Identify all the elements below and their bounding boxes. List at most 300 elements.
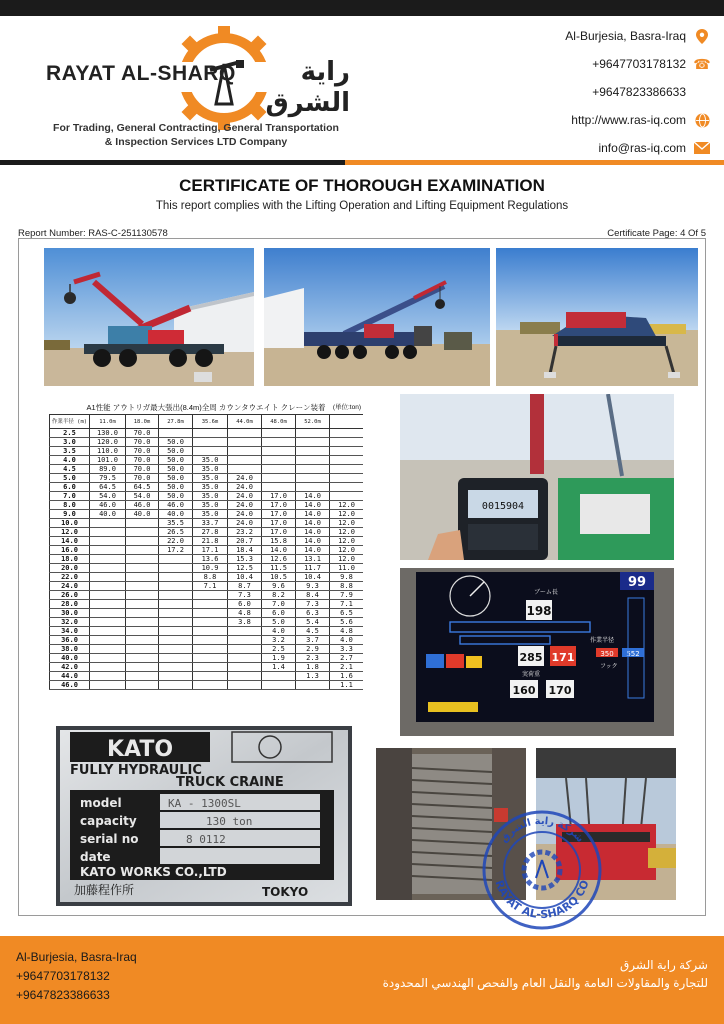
table-row <box>50 627 364 636</box>
load-chart-unit: (単位:ton) <box>332 404 361 411</box>
capacity-cell: 35.0 <box>193 456 228 465</box>
capacity-cell: 9.8 <box>330 573 364 582</box>
capacity-cell: 4.0 <box>330 636 364 645</box>
brand-name-ar: راية الشرق <box>265 56 350 117</box>
table-row <box>50 582 364 591</box>
capacity-cell <box>159 618 193 627</box>
table-row <box>50 465 364 474</box>
capacity-cell: 5.0 <box>262 618 296 627</box>
capacity-cell: 50.0 <box>159 474 193 483</box>
display-load-a: 285 <box>519 651 543 664</box>
capacity-cell: 24.0 <box>228 519 262 528</box>
capacity-cell <box>228 438 262 447</box>
capacity-cell: 24.0 <box>228 501 262 510</box>
capacity-cell <box>90 582 126 591</box>
nameplate-serial-label: serial no <box>80 832 139 846</box>
capacity-cell: 40.0 <box>126 510 159 519</box>
company-stamp <box>480 808 604 932</box>
nameplate-city: TOKYO <box>262 885 309 899</box>
capacity-cell: 35.0 <box>193 465 228 474</box>
capacity-cell <box>262 681 296 690</box>
capacity-cell <box>193 663 228 672</box>
capacity-cell: 1.9 <box>262 654 296 663</box>
capacity-cell: 6.0 <box>262 609 296 618</box>
footer-phone-1[interactable]: +9647703178132 <box>16 969 110 983</box>
capacity-cell: 2.1 <box>330 663 364 672</box>
certificate-subtitle: This report complies with the Lifting Operation and Lifting Equipment Regulations <box>155 200 569 212</box>
capacity-cell: 12.0 <box>330 528 364 537</box>
capacity-cell <box>296 474 330 483</box>
capacity-cell <box>228 627 262 636</box>
capacity-cell <box>90 681 126 690</box>
capacity-cell: 5.4 <box>296 618 330 627</box>
capacity-cell <box>90 663 126 672</box>
capacity-cell <box>126 654 159 663</box>
table-row <box>50 429 364 438</box>
phone-icon: ☎ <box>693 55 711 72</box>
capacity-cell <box>159 681 193 690</box>
load-chart-header: 作業半径 (m) <box>50 415 90 429</box>
capacity-cell: 40.0 <box>159 510 193 519</box>
radius-cell: 7.0 <box>50 492 90 501</box>
radius-cell: 12.0 <box>50 528 90 537</box>
capacity-cell: 6.0 <box>228 600 262 609</box>
capacity-cell: 17.0 <box>262 510 296 519</box>
radius-cell: 9.0 <box>50 510 90 519</box>
load-chart-header: 48.0m <box>262 415 296 429</box>
capacity-cell: 26.5 <box>159 528 193 537</box>
capacity-cell: 50.0 <box>159 456 193 465</box>
header-divider-dark <box>0 160 345 165</box>
table-row <box>50 645 364 654</box>
capacity-cell: 18.4 <box>228 546 262 555</box>
capacity-cell: 17.0 <box>262 519 296 528</box>
capacity-cell: 4.0 <box>262 627 296 636</box>
load-chart-header: 35.6m <box>193 415 228 429</box>
table-row <box>50 663 364 672</box>
contact-website[interactable]: http://www.ras-iq.com <box>410 106 710 134</box>
capacity-cell <box>90 591 126 600</box>
capacity-cell: 3.8 <box>228 618 262 627</box>
capacity-cell: 2.5 <box>262 645 296 654</box>
radius-cell: 3.5 <box>50 447 90 456</box>
capacity-cell <box>90 609 126 618</box>
photo-crane-outrigger <box>496 248 698 386</box>
radius-cell: 36.0 <box>50 636 90 645</box>
capacity-cell: 17.2 <box>159 546 193 555</box>
capacity-cell <box>159 573 193 582</box>
capacity-cell: 70.0 <box>126 447 159 456</box>
capacity-cell <box>159 429 193 438</box>
radius-cell: 44.0 <box>50 672 90 681</box>
capacity-cell <box>90 600 126 609</box>
capacity-cell: 12.0 <box>330 546 364 555</box>
capacity-cell <box>193 609 228 618</box>
radius-cell: 32.0 <box>50 618 90 627</box>
load-chart-caption: A1性能 アウトリガ最大張出(8.4m)全周 カウンタウエイト クレーン装着 <box>86 403 326 412</box>
nameplate-maker: KATO <box>106 737 174 762</box>
capacity-cell: 17.1 <box>193 546 228 555</box>
capacity-cell: 27.8 <box>193 528 228 537</box>
contact-phone-1[interactable]: +9647703178132 ☎ <box>592 55 711 72</box>
nameplate-model-label: model <box>80 796 122 810</box>
capacity-cell <box>228 456 262 465</box>
capacity-cell <box>330 483 364 492</box>
capacity-cell <box>90 627 126 636</box>
table-row <box>50 555 364 564</box>
radius-cell: 26.0 <box>50 591 90 600</box>
capacity-cell <box>262 672 296 681</box>
capacity-cell <box>126 591 159 600</box>
capacity-cell: 1.1 <box>330 681 364 690</box>
capacity-cell <box>193 627 228 636</box>
load-chart-header: 52.0m <box>296 415 330 429</box>
capacity-cell: 10.4 <box>228 573 262 582</box>
capacity-cell <box>126 681 159 690</box>
nameplate-capacity-value: 130 ton <box>206 815 253 828</box>
table-row <box>50 492 364 501</box>
capacity-cell: 4.8 <box>228 609 262 618</box>
display-radius-b: 170 <box>548 684 572 697</box>
capacity-cell <box>159 627 193 636</box>
capacity-cell: 10.9 <box>193 564 228 573</box>
table-row <box>50 654 364 663</box>
capacity-cell: 54.0 <box>126 492 159 501</box>
capacity-cell <box>228 447 262 456</box>
radius-cell: 14.0 <box>50 537 90 546</box>
capacity-cell: 7.3 <box>296 600 330 609</box>
capacity-cell: 70.0 <box>126 465 159 474</box>
radius-cell: 4.5 <box>50 465 90 474</box>
capacity-cell: 7.1 <box>193 582 228 591</box>
capacity-cell: 70.0 <box>126 474 159 483</box>
capacity-cell: 14.0 <box>262 546 296 555</box>
capacity-cell: 64.5 <box>90 483 126 492</box>
display-percent: 99 <box>627 575 647 590</box>
capacity-cell: 23.2 <box>228 528 262 537</box>
photo-nameplate <box>56 726 352 906</box>
capacity-cell: 3.7 <box>296 636 330 645</box>
load-meter-readout: 0015904 <box>481 501 525 512</box>
table-row <box>50 564 364 573</box>
capacity-cell: 64.5 <box>126 483 159 492</box>
table-row <box>50 546 364 555</box>
load-chart-header <box>330 415 364 429</box>
radius-cell: 5.0 <box>50 474 90 483</box>
radius-cell: 40.0 <box>50 654 90 663</box>
capacity-cell <box>90 555 126 564</box>
capacity-cell <box>159 654 193 663</box>
capacity-cell <box>126 528 159 537</box>
radius-cell: 38.0 <box>50 645 90 654</box>
load-chart-header: 44.0m <box>228 415 262 429</box>
capacity-cell <box>193 438 228 447</box>
capacity-cell <box>90 645 126 654</box>
capacity-cell: 35.0 <box>193 483 228 492</box>
capacity-cell <box>126 600 159 609</box>
contact-email[interactable]: info@ras-iq.com <box>410 134 710 162</box>
capacity-cell <box>296 429 330 438</box>
photo-crane-side <box>44 248 254 386</box>
photo-load-meter <box>400 394 674 560</box>
capacity-cell: 12.0 <box>330 519 364 528</box>
display-label-hook: フック <box>600 663 618 670</box>
capacity-cell: 70.0 <box>126 456 159 465</box>
table-row <box>50 600 364 609</box>
capacity-cell: 14.0 <box>296 510 330 519</box>
table-row <box>50 501 364 510</box>
capacity-cell: 3.2 <box>262 636 296 645</box>
capacity-cell: 110.0 <box>90 447 126 456</box>
capacity-cell: 50.0 <box>159 438 193 447</box>
capacity-cell <box>262 456 296 465</box>
capacity-cell <box>159 672 193 681</box>
brand-tagline-2: & Inspection Services LTD Company <box>104 136 288 148</box>
capacity-cell: 1.3 <box>296 672 330 681</box>
capacity-cell <box>228 645 262 654</box>
radius-cell: 10.0 <box>50 519 90 528</box>
capacity-cell: 8.4 <box>296 591 330 600</box>
table-row <box>50 672 364 681</box>
capacity-cell <box>126 618 159 627</box>
capacity-cell: 10.5 <box>262 573 296 582</box>
capacity-cell: 4.8 <box>330 627 364 636</box>
capacity-cell: 101.0 <box>90 456 126 465</box>
capacity-cell: 24.0 <box>228 492 262 501</box>
capacity-cell: 11.5 <box>262 564 296 573</box>
capacity-cell <box>228 429 262 438</box>
capacity-cell: 14.0 <box>296 537 330 546</box>
capacity-cell <box>262 429 296 438</box>
capacity-cell <box>126 663 159 672</box>
capacity-cell <box>193 447 228 456</box>
table-row <box>50 519 364 528</box>
display-label-boom: ブーム長 <box>534 589 558 596</box>
nameplate-date-label: date <box>80 850 111 864</box>
capacity-cell: 79.5 <box>90 474 126 483</box>
nameplate-capacity-label: capacity <box>80 814 137 828</box>
capacity-cell: 11.7 <box>296 564 330 573</box>
capacity-cell <box>90 537 126 546</box>
header-divider-orange <box>345 160 724 165</box>
capacity-cell <box>90 573 126 582</box>
capacity-cell <box>193 429 228 438</box>
capacity-cell: 8.2 <box>262 591 296 600</box>
radius-cell: 46.0 <box>50 681 90 690</box>
photo-crane-display <box>400 568 674 736</box>
table-row <box>50 456 364 465</box>
capacity-cell <box>159 636 193 645</box>
capacity-cell: 5.6 <box>330 618 364 627</box>
load-chart-table <box>49 414 363 690</box>
capacity-cell: 120.0 <box>90 438 126 447</box>
display-right-a: 350 <box>600 650 614 658</box>
capacity-cell: 8.8 <box>193 573 228 582</box>
capacity-cell <box>159 591 193 600</box>
radius-cell: 2.5 <box>50 429 90 438</box>
capacity-cell: 7.0 <box>262 600 296 609</box>
location-pin-icon <box>694 28 710 44</box>
radius-cell: 20.0 <box>50 564 90 573</box>
capacity-cell: 7.1 <box>330 600 364 609</box>
display-angle: 198 <box>526 604 552 618</box>
capacity-cell: 50.0 <box>159 492 193 501</box>
capacity-cell <box>126 546 159 555</box>
certificate-title: CERTIFICATE OF THOROUGH EXAMINATION <box>179 176 545 195</box>
capacity-cell: 54.0 <box>90 492 126 501</box>
display-right-b: 552 <box>626 650 640 658</box>
capacity-cell: 2.9 <box>296 645 330 654</box>
envelope-icon <box>694 140 710 156</box>
capacity-cell <box>159 555 193 564</box>
capacity-cell <box>330 492 364 501</box>
display-load-b: 171 <box>551 651 575 664</box>
capacity-cell: 10.4 <box>296 573 330 582</box>
table-row <box>50 681 364 690</box>
capacity-cell <box>193 681 228 690</box>
footer-address: Al-Burjesia, Basra-Iraq <box>16 950 137 964</box>
footer-phone-2[interactable]: +9647823386633 <box>16 988 110 1002</box>
nameplate-company: KATO WORKS CO.,LTD <box>80 865 227 879</box>
radius-cell: 3.0 <box>50 438 90 447</box>
radius-cell: 18.0 <box>50 555 90 564</box>
footer-contacts <box>16 948 137 1005</box>
radius-cell: 30.0 <box>50 609 90 618</box>
contact-phone-2[interactable]: +9647823386633 <box>410 78 710 106</box>
capacity-cell <box>159 645 193 654</box>
globe-icon <box>694 112 710 128</box>
capacity-cell <box>330 474 364 483</box>
capacity-cell: 24.0 <box>228 483 262 492</box>
capacity-cell <box>159 600 193 609</box>
stamp-ring-text-ar: شركة راية الشرق <box>498 815 586 845</box>
table-row <box>50 510 364 519</box>
capacity-cell: 8.7 <box>228 582 262 591</box>
capacity-cell: 2.7 <box>330 654 364 663</box>
capacity-cell <box>228 681 262 690</box>
capacity-cell: 12.0 <box>330 555 364 564</box>
capacity-cell: 15.3 <box>228 555 262 564</box>
table-row <box>50 537 364 546</box>
photo-crane-boom <box>264 248 490 386</box>
footer-company-ar <box>383 956 708 992</box>
capacity-cell <box>262 474 296 483</box>
capacity-cell: 33.7 <box>193 519 228 528</box>
capacity-cell <box>296 447 330 456</box>
capacity-cell: 35.5 <box>159 519 193 528</box>
capacity-cell <box>193 618 228 627</box>
company-logo <box>40 22 350 148</box>
capacity-cell <box>126 564 159 573</box>
capacity-cell <box>193 636 228 645</box>
radius-cell: 24.0 <box>50 582 90 591</box>
capacity-cell <box>90 636 126 645</box>
capacity-cell: 35.0 <box>193 510 228 519</box>
capacity-cell: 12.0 <box>330 537 364 546</box>
capacity-cell <box>228 663 262 672</box>
capacity-cell: 24.0 <box>228 510 262 519</box>
capacity-cell <box>193 645 228 654</box>
table-row <box>50 438 364 447</box>
capacity-cell: 22.0 <box>159 537 193 546</box>
capacity-cell: 50.0 <box>159 483 193 492</box>
capacity-cell <box>262 465 296 474</box>
capacity-cell: 1.4 <box>262 663 296 672</box>
capacity-cell <box>330 438 364 447</box>
capacity-cell <box>126 582 159 591</box>
footer-company-ar-name: شركة راية الشرق <box>619 958 708 972</box>
capacity-cell <box>228 465 262 474</box>
capacity-cell: 46.0 <box>126 501 159 510</box>
capacity-cell: 70.0 <box>126 429 159 438</box>
radius-cell: 28.0 <box>50 600 90 609</box>
capacity-cell <box>193 600 228 609</box>
capacity-cell <box>228 654 262 663</box>
capacity-cell <box>126 636 159 645</box>
load-chart-header: 11.0m <box>90 415 126 429</box>
capacity-cell: 8.8 <box>330 582 364 591</box>
capacity-cell: 7.9 <box>330 591 364 600</box>
capacity-cell: 4.5 <box>296 627 330 636</box>
capacity-cell <box>126 672 159 681</box>
capacity-cell <box>159 609 193 618</box>
capacity-cell: 1.8 <box>296 663 330 672</box>
capacity-cell: 9.3 <box>296 582 330 591</box>
capacity-cell <box>126 645 159 654</box>
radius-cell: 22.0 <box>50 573 90 582</box>
nameplate-serial-value: 8 0112 <box>186 833 226 846</box>
brand-tagline-1: For Trading, General Contracting, General Transportation <box>53 122 339 134</box>
table-row <box>50 636 364 645</box>
capacity-cell <box>330 429 364 438</box>
capacity-cell <box>90 546 126 555</box>
capacity-cell: 21.8 <box>193 537 228 546</box>
capacity-cell <box>193 591 228 600</box>
capacity-cell: 46.0 <box>159 501 193 510</box>
capacity-cell: 17.0 <box>262 492 296 501</box>
capacity-cell <box>90 672 126 681</box>
radius-cell: 6.0 <box>50 483 90 492</box>
capacity-cell <box>159 582 193 591</box>
capacity-cell <box>90 618 126 627</box>
contact-address: Al-Burjesia, Basra-Iraq <box>410 22 710 50</box>
nameplate-type-1: FULLY HYDRAULIC <box>70 763 202 778</box>
capacity-cell <box>90 528 126 537</box>
certificate-page: Certificate Page: 4 Of 5 <box>607 228 706 239</box>
capacity-cell: 6.5 <box>330 609 364 618</box>
load-chart <box>49 402 363 718</box>
capacity-cell: 6.3 <box>296 609 330 618</box>
top-dark-bar <box>0 0 724 16</box>
capacity-cell: 12.0 <box>330 501 364 510</box>
capacity-cell <box>296 483 330 492</box>
capacity-cell: 13.1 <box>296 555 330 564</box>
capacity-cell: 40.0 <box>90 510 126 519</box>
radius-cell: 16.0 <box>50 546 90 555</box>
table-row <box>50 474 364 483</box>
capacity-cell: 14.0 <box>296 492 330 501</box>
load-chart-header: 27.8m <box>159 415 193 429</box>
capacity-cell: 17.0 <box>262 528 296 537</box>
header-contacts <box>410 22 710 162</box>
capacity-cell <box>193 654 228 663</box>
capacity-cell: 11.0 <box>330 564 364 573</box>
brand-name-en: RAYAT AL-SHARQ <box>46 62 236 85</box>
capacity-cell <box>126 519 159 528</box>
capacity-cell: 50.0 <box>159 447 193 456</box>
display-radius-a: 160 <box>512 684 536 697</box>
capacity-cell <box>330 465 364 474</box>
